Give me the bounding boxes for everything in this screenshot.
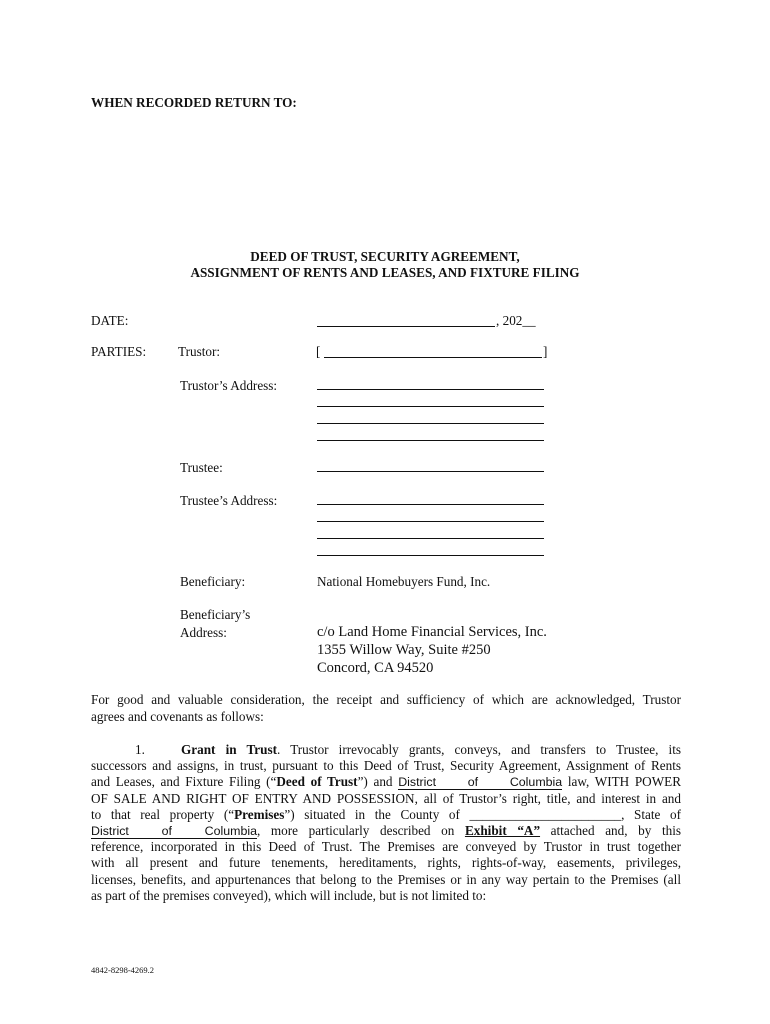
section-1-number: 1. bbox=[135, 742, 145, 757]
section-1-heading: Grant in Trust bbox=[181, 742, 277, 757]
recorded-return-heading: WHEN RECORDED RETURN TO: bbox=[91, 95, 297, 110]
beneficiary-label: Beneficiary: bbox=[180, 574, 246, 589]
trustee-address-blank-1[interactable] bbox=[317, 504, 544, 505]
trustor-address-blank-1[interactable] bbox=[317, 389, 544, 390]
section-1-line-10: as part of the premises conveyed), which will include, but is not limited to: bbox=[91, 887, 487, 903]
trustor-bracket-close: ] bbox=[543, 344, 548, 359]
document-code: 4842-8298-4269.2 bbox=[91, 965, 155, 975]
trustor-address-blank-2[interactable] bbox=[317, 406, 544, 407]
trustor-name-blank[interactable] bbox=[324, 357, 542, 358]
section-1-line-7: reference, incorporated in this Deed of Trust. The Premises are conveyed by Trustor in trust together bbox=[91, 839, 681, 855]
beneficiary-address-label-1: Beneficiary’s bbox=[180, 607, 251, 622]
document-title-line-1: DEED OF TRUST, SECURITY AGREEMENT, bbox=[250, 249, 520, 264]
section-1-line-6-a: , more particularly described on bbox=[257, 823, 455, 839]
section-1-line-3-a: and Leases, and Fixture Filing (“ bbox=[91, 774, 277, 790]
beneficiary-name: National Homebuyers Fund, Inc. bbox=[317, 574, 491, 589]
governing-law-field[interactable]: District of Columbia bbox=[398, 775, 563, 790]
trustee-address-label: Trustee’s Address: bbox=[180, 493, 278, 508]
beneficiary-address-line-1: c/o Land Home Financial Services, Inc. bbox=[317, 624, 547, 640]
beneficiary-address-line-2: 1355 Willow Way, Suite #250 bbox=[317, 642, 491, 658]
trustor-address-label: Trustor’s Address: bbox=[180, 378, 278, 393]
trustor-bracket-open: [ bbox=[316, 344, 321, 359]
section-1-line-5-b: ”) situated in the County of _______________________, State of bbox=[284, 806, 681, 822]
trustee-name-blank[interactable] bbox=[317, 471, 544, 472]
trustor-address-blank-3[interactable] bbox=[317, 423, 544, 424]
parties-label: PARTIES: bbox=[91, 344, 147, 359]
intro-paragraph bbox=[91, 692, 681, 725]
intro-line-2: agrees and covenants as follows: bbox=[91, 708, 264, 724]
premises-term: Premises bbox=[234, 806, 285, 822]
section-1-line-5 bbox=[91, 807, 681, 823]
date-year-suffix: , 202__ bbox=[496, 313, 536, 328]
exhibit-a-reference: Exhibit “A” bbox=[464, 823, 541, 839]
trustor-address-blank-4[interactable] bbox=[317, 440, 544, 441]
section-1-line-3-c: law, WITH POWER bbox=[567, 774, 681, 790]
document-title-line-2: ASSIGNMENT OF RENTS AND LEASES, AND FIXTURE FILING bbox=[190, 265, 580, 280]
section-1-line-6 bbox=[91, 823, 681, 839]
section-1-line-2: successors and assigns, in trust, pursuant to this Deed of Trust, Security Agreement, Assignment of Rents bbox=[91, 758, 681, 774]
section-1-line-3-b: ”) and bbox=[357, 774, 393, 790]
section-1-line-3 bbox=[91, 774, 681, 790]
deed-of-trust-term: Deed of Trust bbox=[276, 774, 358, 790]
section-1-line-8: with all present and future tenements, hereditaments, rights, rights-of-way, easements, privileges, bbox=[91, 855, 681, 871]
section-1-line-9: licenses, benefits, and appurtenances that belong to the Premises or in any way pertain to the Premises (all bbox=[91, 871, 681, 887]
section-1-line-1-text: . Trustor irrevocably grants, conveys, and transfers to Trustee, its bbox=[277, 742, 682, 757]
trustor-label: Trustor: bbox=[178, 344, 221, 359]
section-1-grant-in-trust bbox=[91, 742, 681, 904]
section-1-line-5-a: to that real property (“ bbox=[91, 806, 235, 822]
section-1-line-4: OF SALE AND RIGHT OF ENTRY AND POSSESSION, all of Trustor’s right, title, and interest in and bbox=[91, 790, 681, 806]
trustee-address-blank-2[interactable] bbox=[317, 521, 544, 522]
trustee-address-blank-4[interactable] bbox=[317, 555, 544, 556]
date-label: DATE: bbox=[91, 313, 129, 328]
trustee-label: Trustee: bbox=[180, 460, 223, 475]
section-1-line-6-b: attached and, by this bbox=[550, 823, 681, 839]
beneficiary-address-label-2: Address: bbox=[180, 625, 227, 640]
section-1-line-1 bbox=[91, 742, 681, 758]
intro-line-1: For good and valuable consideration, the receipt and sufficiency of which are acknowledged, Trustor bbox=[91, 692, 681, 707]
beneficiary-address-line-3: Concord, CA 94520 bbox=[317, 660, 434, 676]
trustee-address-blank-3[interactable] bbox=[317, 538, 544, 539]
date-blank[interactable] bbox=[317, 326, 495, 327]
state-field[interactable]: District of Columbia bbox=[91, 824, 257, 839]
